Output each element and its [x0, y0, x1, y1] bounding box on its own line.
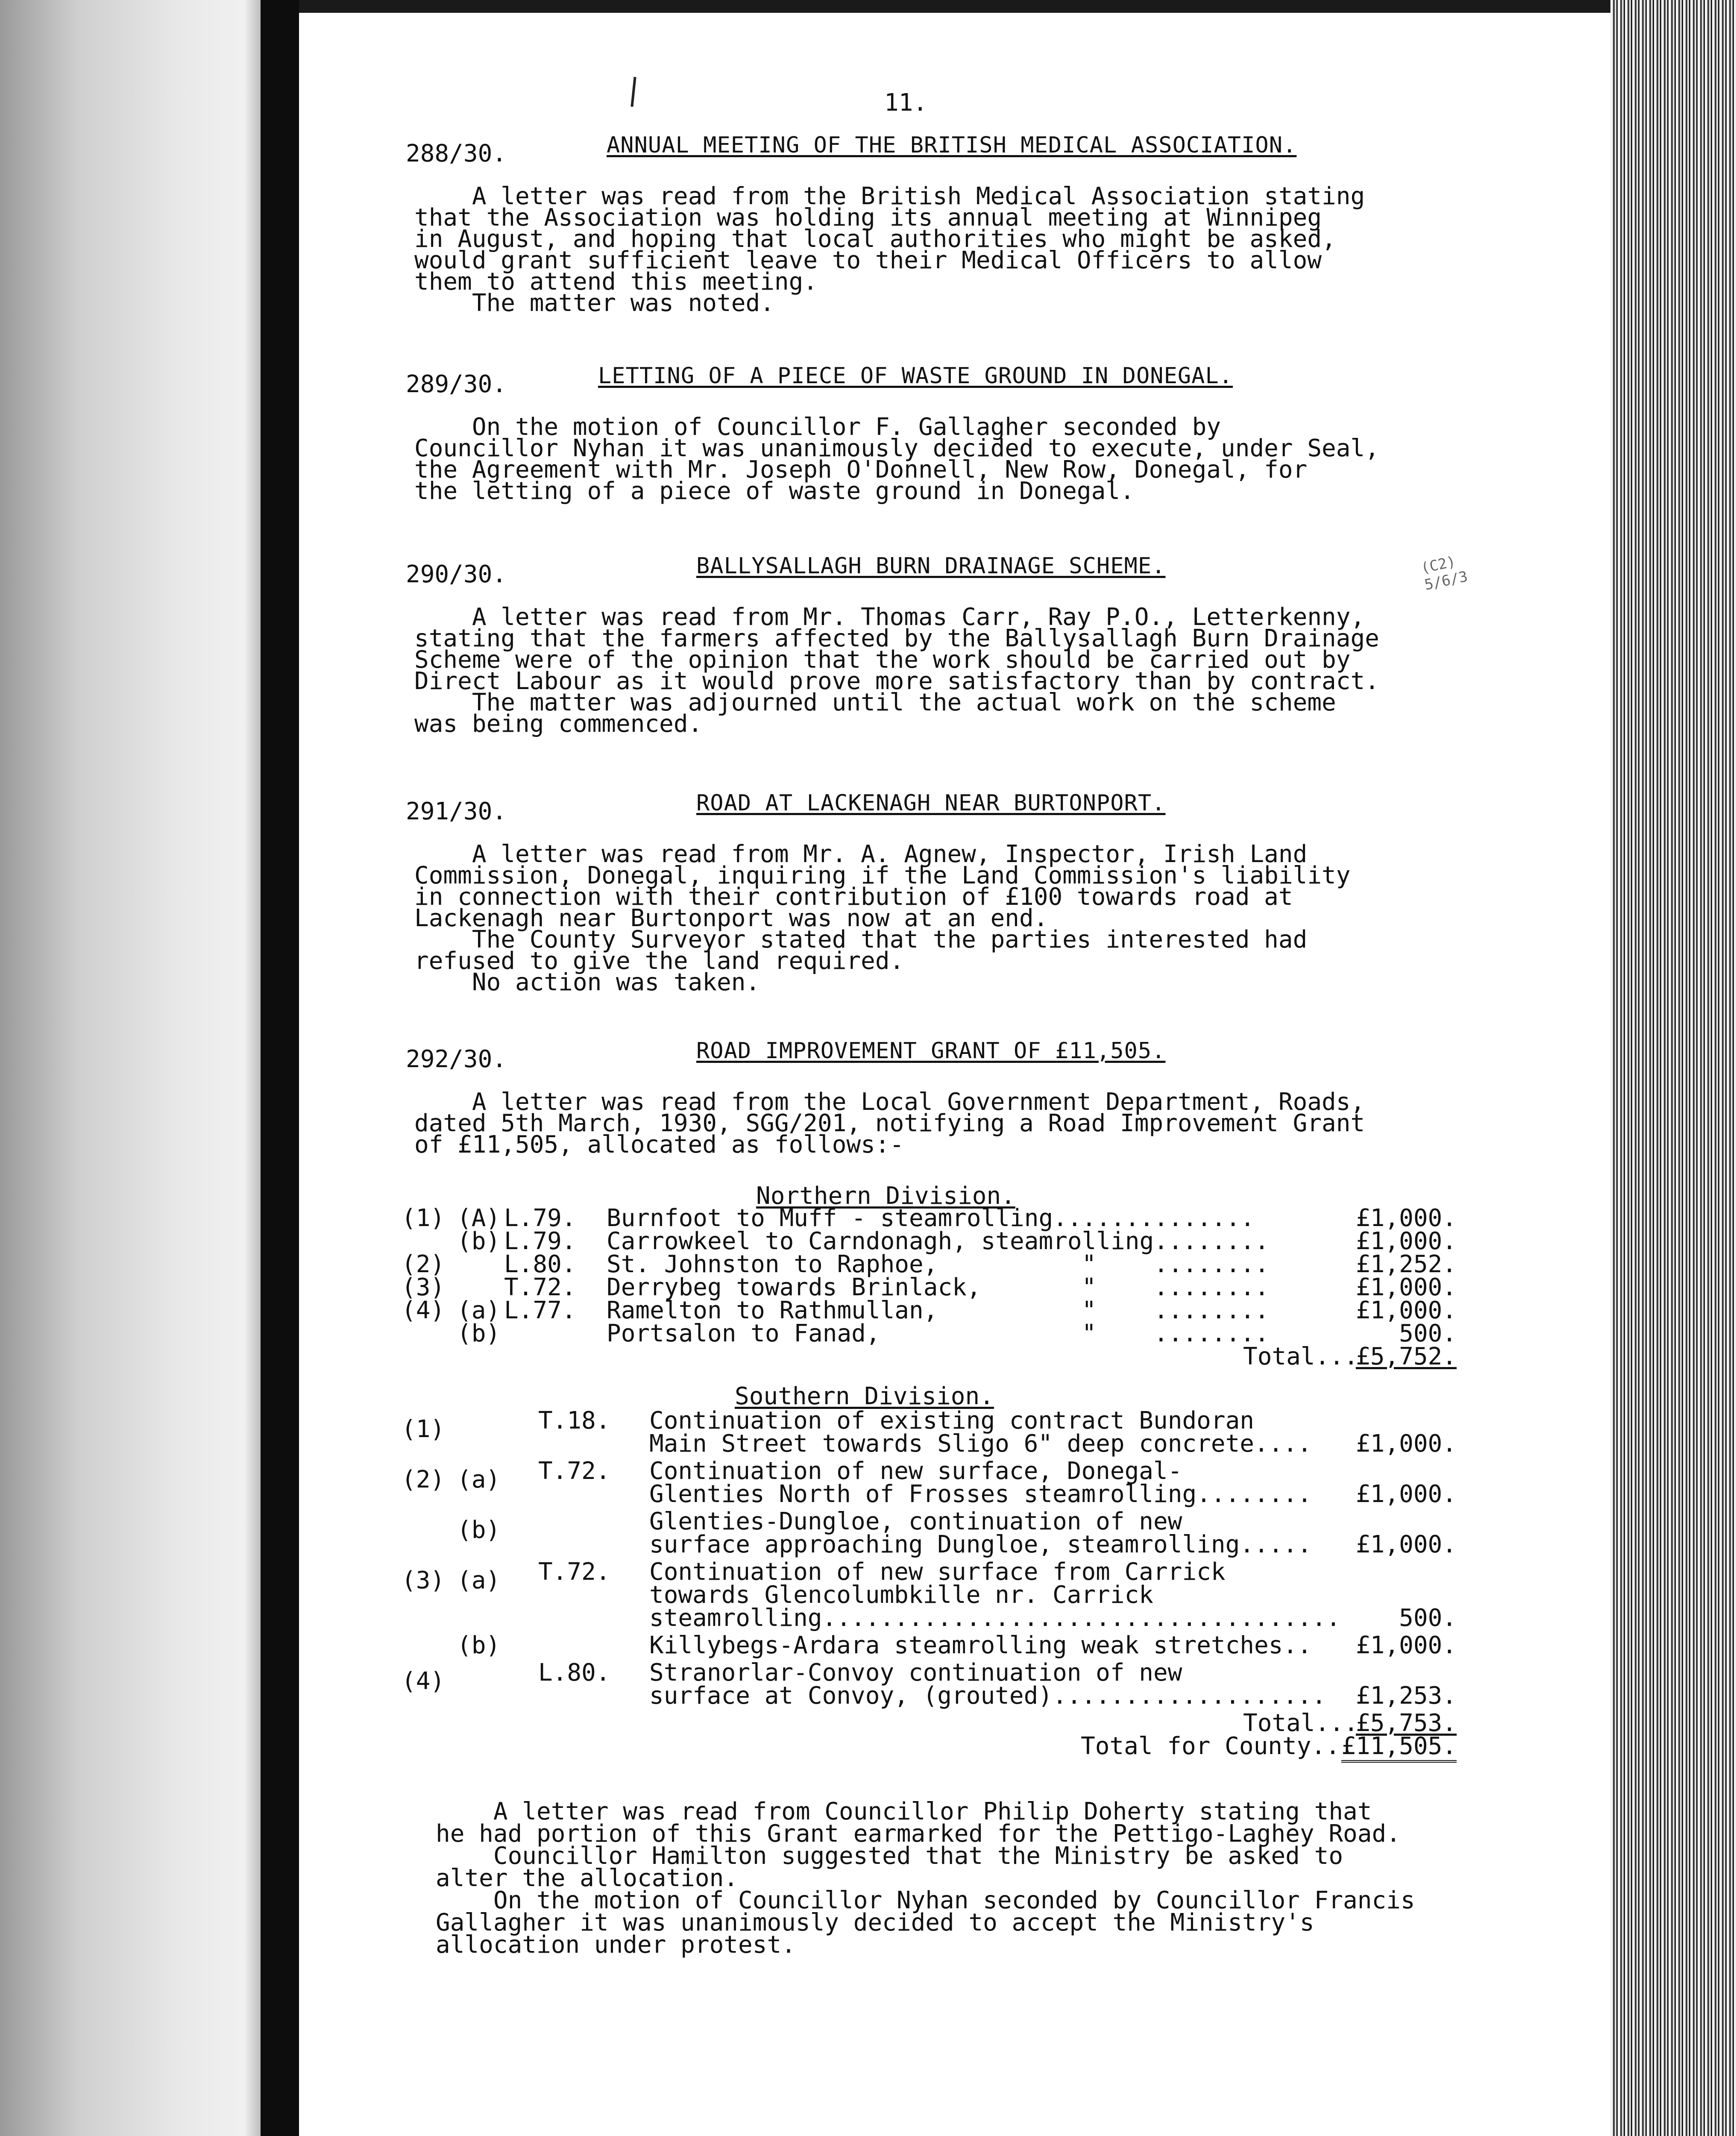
minute-heading: ROAD AT LACKENAGH NEAR BURTONPORT. [696, 790, 1166, 816]
road-description: Main Street towards Sligo 6" deep concrete.... [649, 1430, 1312, 1458]
document-page [299, 13, 1610, 2136]
spine-shadow [243, 0, 261, 2136]
road-description: Portsalon to Fanad, " ........ [607, 1320, 1269, 1347]
body-line: of £11,505, allocated as follows:- [414, 1131, 904, 1159]
northern-total: £5,752. [1355, 1343, 1457, 1370]
table-sub: (b) [457, 1516, 501, 1544]
table-index: (3) [402, 1567, 445, 1594]
body-line: would grant sufficient leave to their Medical Officers to allow [414, 246, 1322, 274]
body-line: No action was taken. [414, 968, 760, 996]
road-number: L.79. [504, 1227, 576, 1255]
body-line: On the motion of Councillor F. Gallagher seconded by [414, 413, 1221, 441]
closing-line: A letter was read from Councillor Philip Doherty stating that [436, 1798, 1372, 1825]
body-line: Direct Labour as it would prove more satisfactory than by contract. [414, 667, 1379, 695]
county-total-value: £11,505. [1341, 1732, 1457, 1763]
table-sub: (a) [457, 1297, 501, 1324]
body-line: them to attend this meeting. [414, 268, 818, 296]
table-index: (1) [402, 1204, 445, 1232]
grant-amount: £1,000. [1355, 1430, 1457, 1458]
body-line: The County Surveyor stated that the parties interested had [414, 926, 1308, 954]
minute-number: 291/30. [406, 798, 507, 825]
road-number: L.77. [504, 1297, 576, 1324]
county-total-label: Total for County... [1081, 1732, 1355, 1760]
closing-line: Gallagher it was unanimously decided to accept the Ministry's [436, 1909, 1314, 1936]
southern-division-title: Southern Division. [735, 1382, 994, 1410]
body-line: A letter was read from Mr. Thomas Carr, Ray P.O., Letterkenny, [414, 603, 1365, 631]
body-line: in August, and hoping that local authorities who might be asked, [414, 225, 1336, 253]
minute-heading: BALLYSALLAGH BURN DRAINAGE SCHEME. [696, 553, 1166, 579]
grant-amount: £1,000. [1355, 1531, 1457, 1558]
table-index: (2) [402, 1250, 445, 1278]
body-line: the Agreement with Mr. Joseph O'Donnell, New Row, Donegal, for [414, 456, 1308, 484]
grant-amount: £1,000. [1355, 1297, 1457, 1324]
table-index: (3) [402, 1273, 445, 1301]
body-line: that the Association was holding its annual meeting at Winnipeg [414, 204, 1322, 232]
road-description: Burnfoot to Muff - steamrolling.............. [607, 1204, 1255, 1232]
margin-annotation: (C2) 5/6/3 [1419, 553, 1469, 594]
grant-amount: £1,000. [1355, 1273, 1457, 1301]
closing-line: allocation under protest. [436, 1931, 796, 1959]
southern-total: £5,753. [1355, 1709, 1457, 1737]
road-number: T.72. [538, 1558, 610, 1586]
table-index: (4) [402, 1297, 445, 1324]
road-description: towards Glencolumbkille nr. Carrick [649, 1581, 1154, 1609]
total-label: Total... [1243, 1343, 1358, 1370]
total-label: Total... [1243, 1709, 1358, 1737]
road-description: Carrowkeel to Carndonagh, steamrolling........ [607, 1227, 1269, 1255]
body-line: Councillor Nyhan it was unanimously decided to execute, under Seal, [414, 434, 1379, 462]
road-description: Glenties North of Frosses steamrolling........ [649, 1480, 1312, 1508]
road-number: T.18. [538, 1407, 610, 1435]
table-sub: (A) [457, 1204, 501, 1232]
body-line: in connection with their contribution of £100 towards road at [414, 883, 1293, 911]
body-line: A letter was read from Mr. A. Agnew, Inspector, Irish Land [414, 840, 1308, 868]
road-description: Stranorlar-Convoy continuation of new [649, 1659, 1182, 1687]
body-line: A letter was read from the British Medical Association stating [414, 182, 1365, 210]
grant-amount: £1,000. [1355, 1631, 1457, 1659]
road-number: T.72. [504, 1273, 576, 1301]
table-sub: (b) [457, 1227, 501, 1255]
road-number: L.80. [538, 1659, 610, 1687]
grant-amount: 500. [1399, 1320, 1457, 1347]
table-index: (1) [402, 1415, 445, 1443]
minute-heading: LETTING OF A PIECE OF WASTE GROUND IN DONEGAL. [598, 363, 1233, 389]
page-stack-edge [1610, 0, 1736, 2136]
body-line: Lackenagh near Burtonport was now at an end. [414, 904, 1048, 932]
closing-line: alter the allocation. [436, 1864, 739, 1892]
minutes-content [299, 13, 1610, 2136]
body-line: refused to give the land required. [414, 947, 904, 975]
table-sub: (b) [457, 1631, 501, 1659]
road-number: L.79. [504, 1204, 576, 1232]
minute-heading: ANNUAL MEETING OF THE BRITISH MEDICAL ASSOCIATION. [607, 132, 1297, 158]
road-description: Continuation of new surface, Donegal- [649, 1457, 1182, 1485]
grant-amount: £1,000. [1355, 1227, 1457, 1255]
body-line: A letter was read from the Local Government Department, Roads, [414, 1088, 1365, 1116]
body-line: the letting of a piece of waste ground in Donegal. [414, 477, 1135, 505]
body-line: The matter was noted. [414, 289, 774, 317]
northern-division-title: Northern Division. [756, 1182, 1015, 1210]
minute-heading: ROAD IMPROVEMENT GRANT OF £11,505. [696, 1038, 1166, 1064]
closing-line: On the motion of Councillor Nyhan seconded by Councillor Francis [436, 1887, 1415, 1914]
body-line: Scheme were of the opinion that the work should be carried out by [414, 646, 1351, 674]
road-description: steamrolling.................................... [649, 1604, 1341, 1632]
minute-number: 289/30. [406, 370, 507, 398]
minute-number: 292/30. [406, 1045, 507, 1073]
road-description: Ramelton to Rathmullan, " ........ [607, 1297, 1269, 1324]
body-line: Commission, Donegal, inquiring if the Land Commission's liability [414, 862, 1351, 889]
road-number: T.72. [538, 1457, 610, 1485]
binding-gutter [261, 0, 299, 2136]
grant-amount: £1,000. [1355, 1480, 1457, 1508]
closing-line: Councillor Hamilton suggested that the Ministry be asked to [436, 1842, 1343, 1870]
page-number: 11. [884, 89, 928, 117]
grant-amount: £1,000. [1355, 1204, 1457, 1232]
minute-number: 290/30. [406, 560, 507, 588]
road-description: St. Johnston to Raphoe, " ........ [607, 1250, 1269, 1278]
road-number: L.80. [504, 1250, 576, 1278]
road-description: Killybegs-Ardara steamrolling weak stretches.. [649, 1631, 1312, 1659]
closing-line: he had portion of this Grant earmarked for the Pettigo-Laghey Road. [436, 1820, 1401, 1848]
body-line: stating that the farmers affected by the Ballysallagh Burn Drainage [414, 625, 1379, 652]
county-total [1337, 1732, 1457, 1760]
body-line: The matter was adjourned until the actual work on the scheme [414, 689, 1336, 716]
table-sub: (a) [457, 1567, 501, 1594]
grant-amount: £1,252. [1355, 1250, 1457, 1278]
facing-page-edge [0, 0, 261, 2136]
road-description: surface approaching Dungloe, steamrolling..... [649, 1531, 1312, 1558]
road-description: Continuation of new surface from Carrick [649, 1558, 1226, 1586]
table-sub: (b) [457, 1320, 501, 1347]
road-description: Derrybeg towards Brinlack, " ........ [607, 1273, 1269, 1301]
table-sub: (a) [457, 1466, 501, 1493]
body-line: dated 5th March, 1930, SGG/201, notifying a Road Improvement Grant [414, 1109, 1365, 1137]
body-line: was being commenced. [414, 710, 703, 738]
grant-amount: 500. [1399, 1604, 1457, 1632]
table-index: (2) [402, 1466, 445, 1493]
road-description: Continuation of existing contract Bundoran [649, 1407, 1255, 1435]
table-index: (4) [402, 1667, 445, 1695]
road-description: surface at Convoy, (grouted)................... [649, 1682, 1326, 1710]
grant-amount: £1,253. [1355, 1682, 1457, 1710]
road-description: Glenties-Dungloe, continuation of new [649, 1508, 1182, 1535]
minute-number: 288/30. [406, 140, 507, 167]
